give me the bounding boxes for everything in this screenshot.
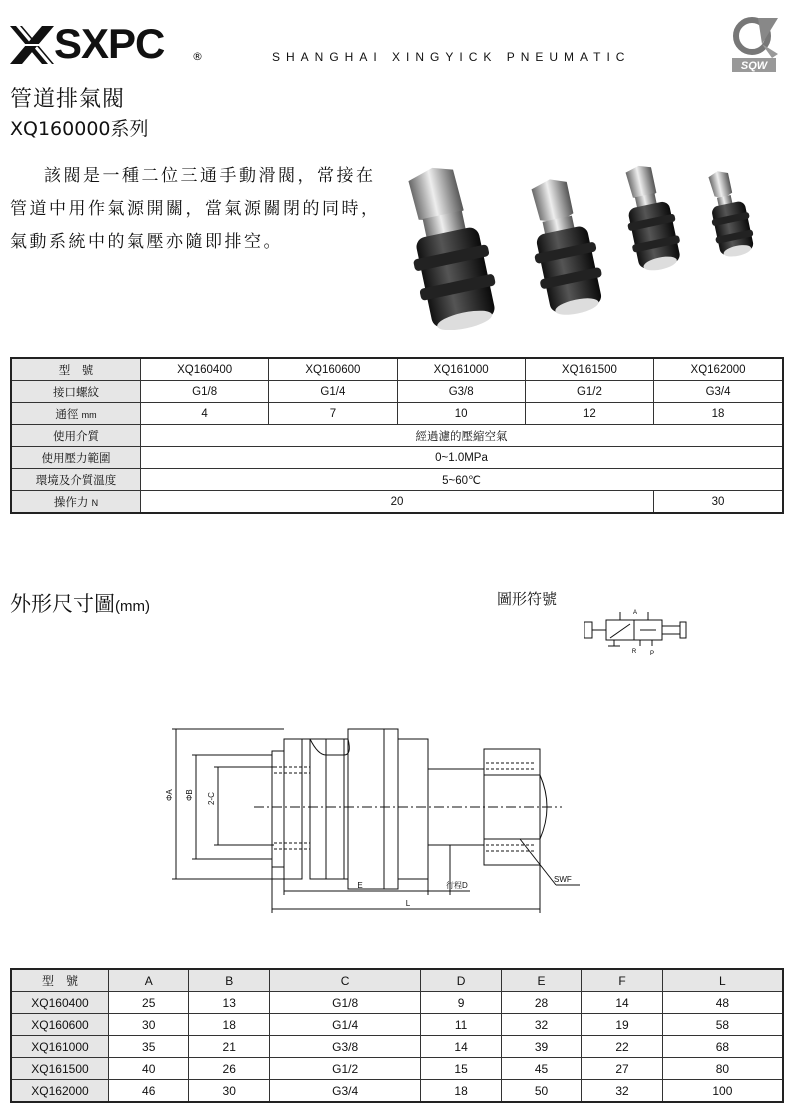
valve-symbol	[584, 606, 688, 658]
table-row	[11, 425, 783, 447]
dimension-cell: 32	[582, 1080, 662, 1103]
dimension-cell: 13	[189, 992, 269, 1014]
brand-logo	[10, 22, 210, 68]
port-label: 接口螺紋	[11, 381, 141, 403]
dimension-cell: 30	[109, 1014, 189, 1036]
dimension-cell: 58	[662, 1014, 783, 1036]
table-row	[11, 403, 783, 425]
bore-value: 10	[397, 403, 525, 425]
dimension-cell: 100	[662, 1080, 783, 1103]
medium-label: 使用介質	[11, 425, 141, 447]
dimension-cell: 21	[189, 1036, 269, 1058]
dimension-cell: 30	[189, 1080, 269, 1103]
dimension-cell: 26	[189, 1058, 269, 1080]
port-value: G1/4	[269, 381, 397, 403]
col-header: D	[421, 969, 501, 992]
label-e: E	[357, 881, 363, 890]
dimension-cell: 35	[109, 1036, 189, 1058]
dimension-cell: 80	[662, 1058, 783, 1080]
dimension-cell: 50	[501, 1080, 581, 1103]
port-value: G3/4	[654, 381, 783, 403]
company-tagline: SHANGHAI XINGYICK PNEUMATIC	[272, 50, 631, 64]
dimension-cell: G1/8	[269, 992, 420, 1014]
product-series: XQ160000系列	[10, 118, 149, 140]
product-title: 管道排氣閥	[10, 87, 126, 112]
model-cell: XQ161000	[11, 1036, 109, 1058]
pressure-value: 0~1.0MPa	[141, 447, 784, 469]
dimension-cell: 18	[189, 1014, 269, 1036]
dims-title: 外形尺寸圖(mm)	[10, 592, 150, 616]
spec-header-label: 型 號	[11, 358, 141, 381]
table-header-row	[11, 969, 783, 992]
dimension-cell: 25	[109, 992, 189, 1014]
label-phi-b: ΦB	[185, 789, 194, 801]
valve-small	[616, 161, 685, 275]
symbol-label-a: A	[632, 610, 638, 616]
medium-value: 經過濾的壓縮空氣	[141, 425, 784, 447]
pressure-label: 使用壓力範圍	[11, 447, 141, 469]
dimension-table	[10, 968, 784, 1103]
col-header: L	[662, 969, 783, 992]
dimension-cell: G3/4	[269, 1080, 420, 1103]
col-header: C	[269, 969, 420, 992]
table-row	[11, 1058, 783, 1080]
dimension-cell: 45	[501, 1058, 581, 1080]
table-row	[11, 447, 783, 469]
port-value: G1/2	[525, 381, 653, 403]
col-header: F	[582, 969, 662, 992]
label-2c: 2-C	[207, 792, 216, 805]
dimension-cell: 11	[421, 1014, 501, 1036]
bore-value: 18	[654, 403, 783, 425]
temp-value: 5~60℃	[141, 469, 784, 491]
dimension-cell: 18	[421, 1080, 501, 1103]
valve-large	[408, 160, 503, 330]
dimension-cell: G1/2	[269, 1058, 420, 1080]
spec-model: XQ162000	[654, 358, 783, 381]
valve-smallest	[702, 167, 757, 260]
force-value: 20	[141, 491, 654, 514]
bore-value: 12	[525, 403, 653, 425]
model-cell: XQ160600	[11, 1014, 109, 1036]
bore-value: 7	[269, 403, 397, 425]
symbol-label-r: R	[631, 649, 637, 655]
valve-medium	[520, 173, 609, 320]
bore-value: 4	[141, 403, 269, 425]
spec-model: XQ161000	[397, 358, 525, 381]
table-row	[11, 1036, 783, 1058]
table-row	[11, 1080, 783, 1103]
col-header: A	[109, 969, 189, 992]
dimension-cell: 39	[501, 1036, 581, 1058]
table-row	[11, 358, 783, 381]
spec-model: XQ160400	[141, 358, 269, 381]
table-row	[11, 992, 783, 1014]
registered-mark: ®	[192, 50, 203, 63]
dimension-cell: 15	[421, 1058, 501, 1080]
table-row	[11, 1014, 783, 1036]
product-photo	[408, 150, 788, 330]
bore-label: 通徑 mm	[11, 403, 141, 425]
label-phi-a: ΦA	[165, 789, 174, 801]
dimension-cell: 40	[109, 1058, 189, 1080]
dimension-cell: 14	[582, 992, 662, 1014]
dimension-cell: 28	[501, 992, 581, 1014]
port-value: G1/8	[141, 381, 269, 403]
dimension-cell: 14	[421, 1036, 501, 1058]
logo-x-icon	[10, 26, 54, 64]
temp-label: 環境及介質溫度	[11, 469, 141, 491]
dimension-cell: 22	[582, 1036, 662, 1058]
dimension-cell: 9	[421, 992, 501, 1014]
spec-table	[10, 357, 784, 514]
emblem-text: SQW	[740, 60, 768, 72]
table-row	[11, 491, 783, 514]
model-cell: XQ161500	[11, 1058, 109, 1080]
table-row	[11, 469, 783, 491]
symbol-title: 圖形符號	[497, 590, 558, 608]
dimension-cell: 68	[662, 1036, 783, 1058]
force-label: 操作力 N	[11, 491, 141, 514]
col-header: 型 號	[11, 969, 109, 992]
spec-model: XQ161500	[525, 358, 653, 381]
dimension-drawing	[150, 715, 590, 920]
label-swf: SWF	[554, 875, 572, 884]
dimension-cell: 46	[109, 1080, 189, 1103]
dimension-cell: G1/4	[269, 1014, 420, 1036]
table-row	[11, 381, 783, 403]
dimension-cell: 48	[662, 992, 783, 1014]
label-stroke-d: 行程D	[446, 881, 468, 890]
sqw-emblem-icon	[728, 14, 780, 72]
port-value: G3/8	[397, 381, 525, 403]
spec-model: XQ160600	[269, 358, 397, 381]
model-cell: XQ160400	[11, 992, 109, 1014]
brand-name: SXPC	[54, 20, 165, 67]
intro-paragraph: 該閥是一種二位三通手動滑閥，常接在管道中用作氣源開關，當氣源關閉的同時，氣動系統中的氣壓亦隨即排空。	[10, 166, 381, 252]
dimension-cell: 27	[582, 1058, 662, 1080]
label-l: L	[405, 899, 411, 908]
col-header: B	[189, 969, 269, 992]
dimension-cell: G3/8	[269, 1036, 420, 1058]
col-header: E	[501, 969, 581, 992]
model-cell: XQ162000	[11, 1080, 109, 1103]
force-value: 30	[654, 491, 783, 514]
symbol-label-p: P	[649, 651, 655, 657]
dimension-cell: 32	[501, 1014, 581, 1036]
dimension-cell: 19	[582, 1014, 662, 1036]
